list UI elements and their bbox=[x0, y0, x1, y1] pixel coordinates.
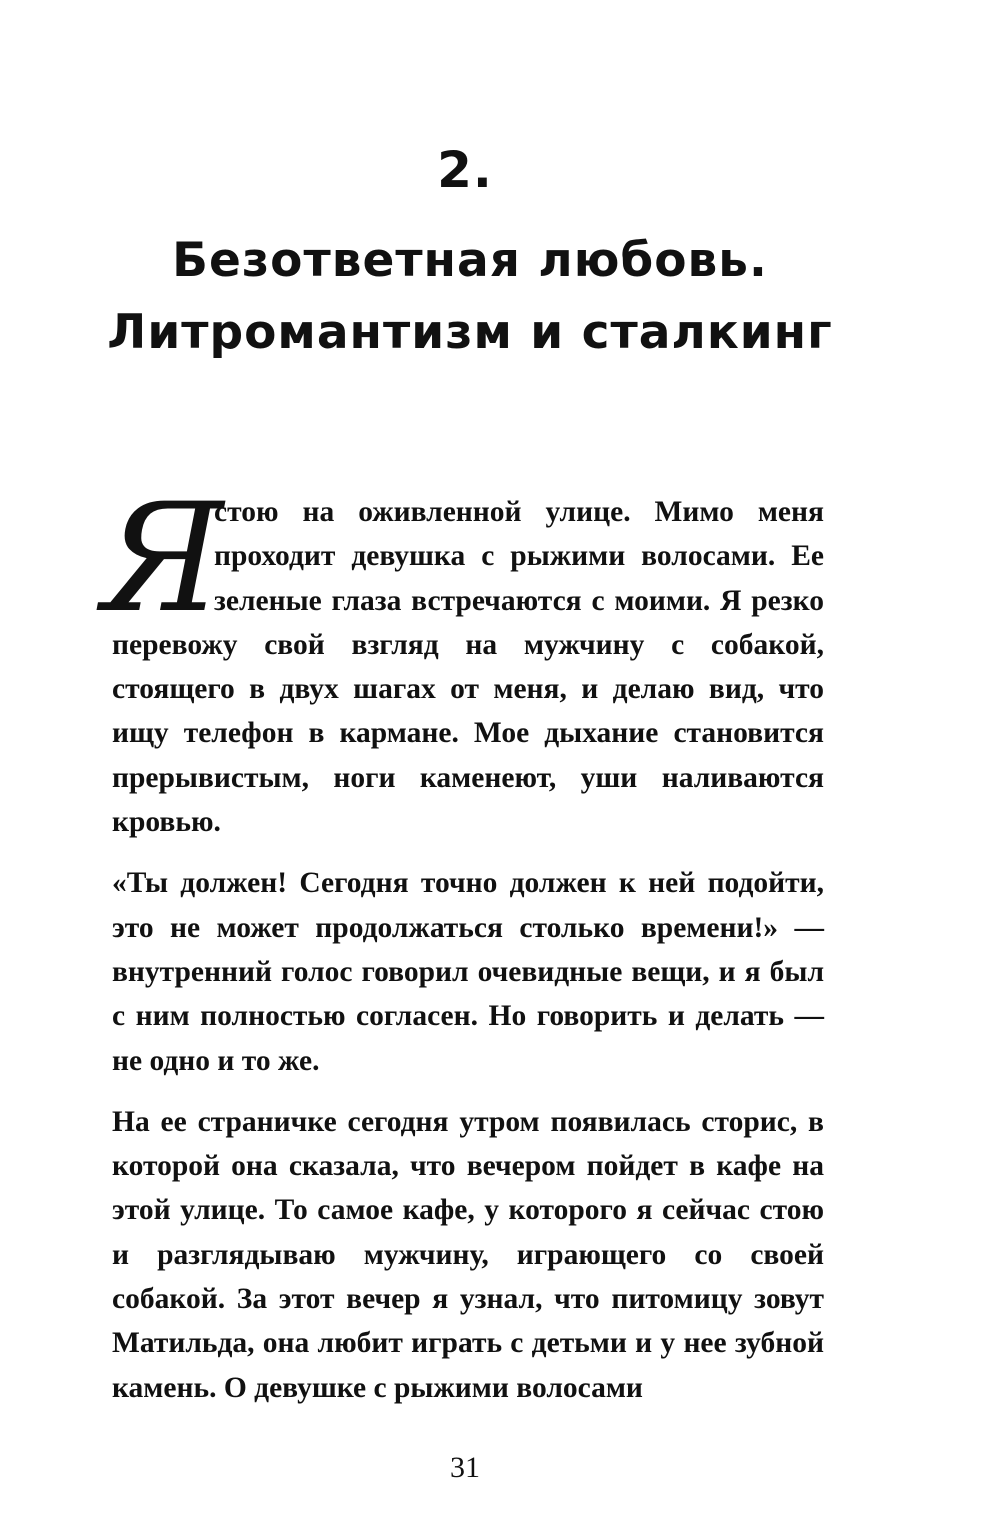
paragraph-1 bbox=[102, 472, 824, 844]
paragraph-2: «Ты должен! Сегодня точно должен к ней подойти, это не может продолжаться столько времени!» — внутренний голос говорил очевидные вещи, и я был с ним полностью согласен. Но говорить и делать — не одно и то же. bbox=[112, 867, 824, 1077]
drop-cap: Я bbox=[102, 472, 224, 646]
body-text bbox=[102, 472, 824, 1427]
paragraph-3: На ее страничке сегодня утром появилась сторис, в которой она сказала, что вечером пойдет в кафе на этой улице. То самое кафе, у которого я сейчас стою и разглядываю мужчину, играющего со своей собакой. За этот вечер я узнал, что питомицу зовут Матильда, она любит играть с детьми и у нее зубной камень. О девушке с рыжими волосами bbox=[112, 1105, 824, 1404]
chapter-title bbox=[60, 225, 880, 369]
chapter-number: 2. bbox=[437, 141, 493, 199]
chapter-title-line-1: Безответная любовь. bbox=[172, 233, 768, 288]
page-number: 31 bbox=[450, 1451, 480, 1484]
paragraph-1-text: стою на оживленной улице. Мимо меня проходит девушка с рыжими волосами. Ее зеленые глаза встречаются с моими. Я резко перевожу свой взгляд на мужчину с собакой, стоящего в двух шагах от меня, и делаю вид, что ищу телефон в кармане. Мое дыхание становится прерывистым, ноги каменеют, уши наливаются кровью. bbox=[112, 496, 824, 839]
chapter-title-line-2: Литромантизм и сталкинг bbox=[107, 305, 833, 360]
